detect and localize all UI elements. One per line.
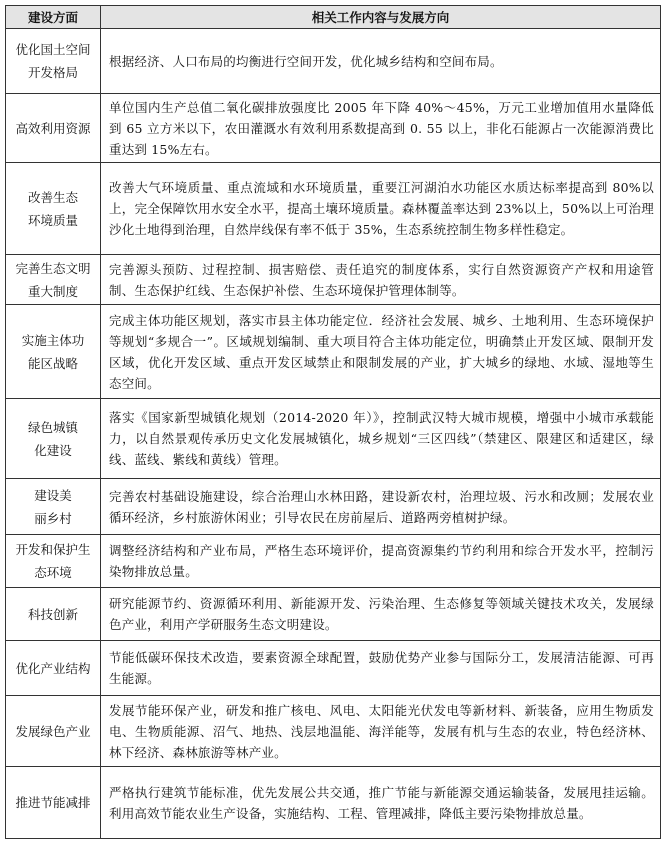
table-row bbox=[6, 255, 661, 305]
row-content-industry: 节能低碳环保技术改造，要素资源全球配置，鼓励优势产业参与国际分工，发展清洁能源、可再生能源。 bbox=[101, 641, 661, 696]
row-content-energy-saving: 严格执行建筑节能标准，优先发展公共交通，推广节能与新能源交通运输装备，发展甩挂运输。利用高效节能农业生产设备，实施结构、工程、管理减排，降低主要污染物排放总量。 bbox=[101, 767, 661, 839]
table-row bbox=[6, 696, 661, 767]
row-aspect-energy-saving: 推进节能减排 bbox=[6, 767, 101, 839]
table-row bbox=[6, 767, 661, 839]
development-table bbox=[5, 5, 661, 839]
header-aspect: 建设方面 bbox=[6, 6, 101, 29]
row-content-innovation: 研究能源节约、资源循环利用、新能源开发、污染治理、生态修复等领域关键技术攻关，发展绿色产业，利用产学研服务生态文明建设。 bbox=[101, 588, 661, 641]
row-aspect-village bbox=[6, 479, 101, 535]
aspect-label: 优化国土空间开发格局 bbox=[15, 42, 91, 80]
table-row bbox=[6, 535, 661, 588]
aspect-label: 绿色城镇化建设 bbox=[27, 419, 78, 458]
row-aspect-system bbox=[6, 255, 101, 305]
row-aspect-urbanization bbox=[6, 399, 101, 479]
aspect-label: 开发和保护生态环境 bbox=[15, 542, 91, 580]
aspect-label: 完善生态文明重大制度 bbox=[15, 260, 91, 299]
row-aspect-industry: 优化产业结构 bbox=[6, 641, 101, 696]
row-content-ecology: 改善大气环境质量、重点流域和水环境质量，重要江河湖泊水功能区水质达标率提高到 80%以上，完全保障饮用水安全水平，提高土壤环境质量。森林覆盖率达到 23%以上，50%以上可治理沙化土地得到治理，自然岸线保有率不低于 35%，生态系统控制生物多样性稳定。 bbox=[101, 163, 661, 255]
row-content-urbanization: 落实《国家新型城镇化规划（2014-2020 年）》，控制武汉特大城市规模，增强中小城市承载能力，以自然景观传承历史文化发展城镇化，城乡规划“三区四线”（禁建区、限建区和适建区，绿线、蓝线、紫线和黄线）管理。 bbox=[101, 399, 661, 479]
row-aspect-function-zone bbox=[6, 305, 101, 399]
aspect-label: 实施主体功能区战略 bbox=[21, 332, 85, 371]
aspect-label: 建设美丽乡村 bbox=[34, 487, 72, 526]
aspect-label: 改善生态环境质量 bbox=[27, 189, 78, 228]
row-content-resources: 单位国内生产总值二氧化碳排放强度比 2005 年下降 40%～45%，万元工业增加值用水量降低到 65 立方米以下，农田灌溉水有效利用系数提高到 0. 55 以上，非化石能源占一次能源消费比重达到 15%左右。 bbox=[101, 94, 661, 163]
table-header-row bbox=[6, 6, 661, 29]
row-aspect-green-industry: 发展绿色产业 bbox=[6, 696, 101, 767]
row-content-spatial: 根据经济、人口布局的均衡进行空间开发，优化城乡结构和空间布局。 bbox=[101, 29, 661, 94]
table-row bbox=[6, 305, 661, 399]
row-aspect-resources: 高效利用资源 bbox=[6, 94, 101, 163]
row-aspect-spatial bbox=[6, 29, 101, 94]
table-row bbox=[6, 94, 661, 163]
row-content-green-industry: 发展节能环保产业，研发和推广核电、风电、太阳能光伏发电等新材料、新装备，应用生物质发电、生物质能源、沼气、地热、浅层地温能、海洋能等，发展有机与生态的农业，特色经济林、林下经济、森林旅游等林产业。 bbox=[101, 696, 661, 767]
row-content-protection: 调整经济结构和产业布局，严格生态环境评价，提高资源集约节约利用和综合开发水平，控制污染物排放总量。 bbox=[101, 535, 661, 588]
table-row bbox=[6, 588, 661, 641]
row-aspect-protection bbox=[6, 535, 101, 588]
table-row bbox=[6, 479, 661, 535]
row-content-system: 完善源头预防、过程控制、损害赔偿、责任追究的制度体系，实行自然资源资产产权和用途管制、生态保护红线、生态保护补偿、生态环境保护管理体制等。 bbox=[101, 255, 661, 305]
row-content-village: 完善农村基础设施建设，综合治理山水林田路，建设新农村，治理垃圾、污水和改厕；发展农业循环经济，乡村旅游休闲业；引导农民在房前屋后、道路两旁植树护绿。 bbox=[101, 479, 661, 535]
table-row bbox=[6, 641, 661, 696]
table-row bbox=[6, 399, 661, 479]
table-row bbox=[6, 163, 661, 255]
header-content: 相关工作内容与发展方向 bbox=[101, 6, 661, 29]
row-content-function-zone: 完成主体功能区规划，落实市县主体功能定位．经济社会发展、城乡、土地利用、生态环境保护等规划“多规合一”。区域规划编制、重大项目符合主体功能定位，明确禁止开发区域、限制开发区域，优化开发区域、重点开发区域禁止和限制发展的产业，扩大城乡的绿地、水域、湿地等生态空间。 bbox=[101, 305, 661, 399]
row-aspect-ecology bbox=[6, 163, 101, 255]
table-row bbox=[6, 29, 661, 94]
row-aspect-innovation: 科技创新 bbox=[6, 588, 101, 641]
